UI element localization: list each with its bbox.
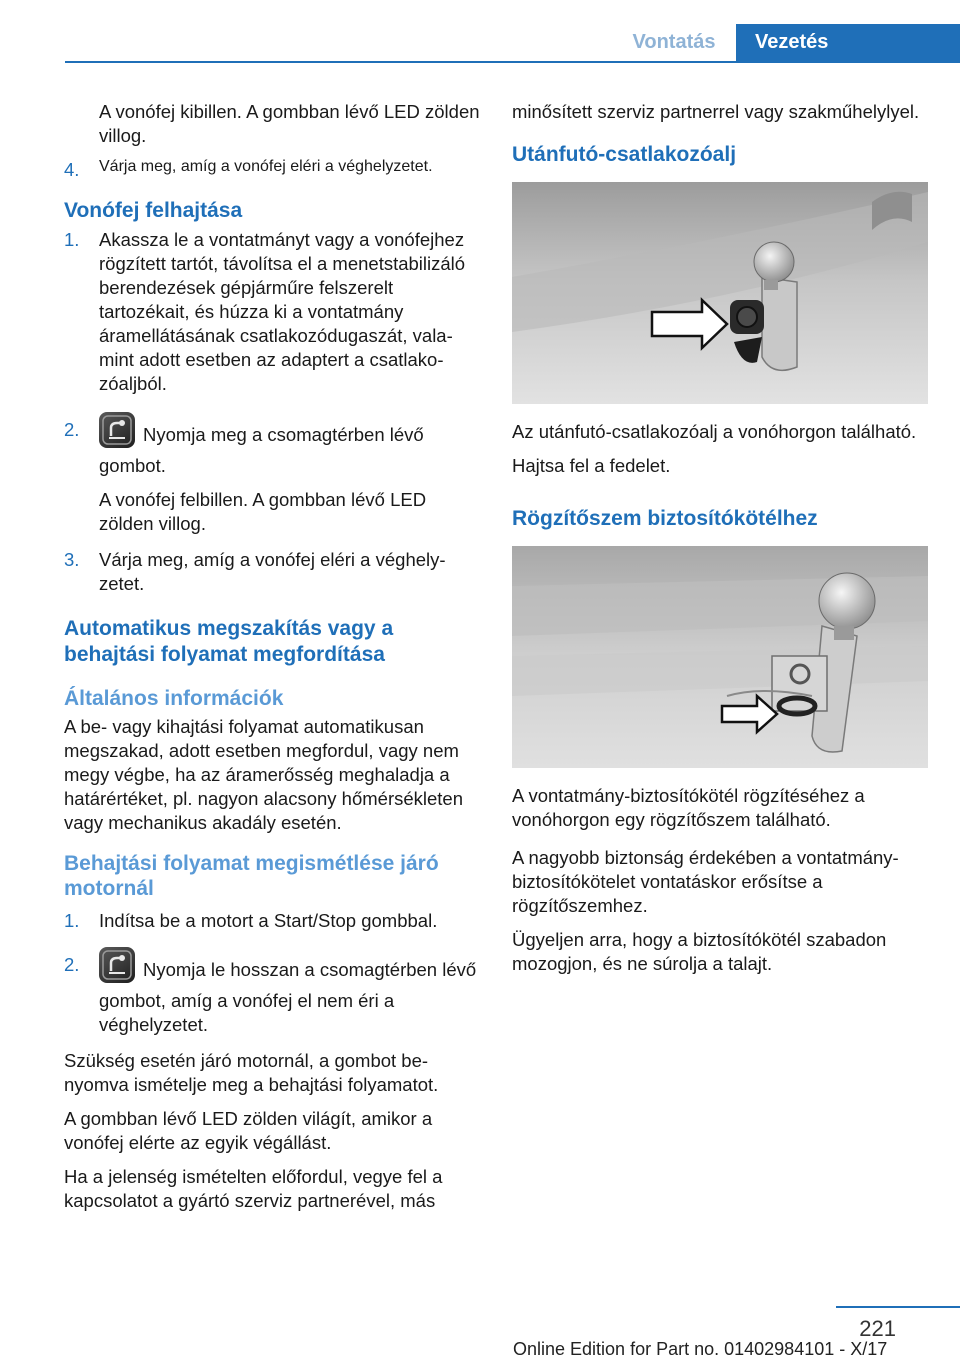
eyelet-text-2: A nagyobb biztonság érdekében a vontatmány-biztosítókötelet vontatáskor erősítse a rögzítőszemhez. bbox=[512, 847, 899, 916]
edition-footer: Online Edition for Part no. 01402984101 - X/17 bbox=[513, 1339, 888, 1359]
heading-fold: Vonófej felhajtása bbox=[64, 199, 243, 222]
repeat-steps bbox=[64, 909, 480, 1037]
intro-step bbox=[64, 158, 480, 180]
page-number: 221 bbox=[859, 1316, 896, 1341]
header-chapter-tab: Vezetés bbox=[736, 24, 960, 63]
continued-text: minősített szerviz partnerrel vagy szakműhelylyel. bbox=[512, 101, 920, 122]
heading-auto: Automatikus megszakítás vagy a behajtási folyamat megfordítása bbox=[64, 617, 394, 666]
socket-text-1: Az utánfutó-csatlakozóalj a vonóhorgon található. bbox=[512, 421, 917, 442]
footer-rule bbox=[836, 1306, 960, 1308]
tow-hitch-button-icon bbox=[99, 412, 135, 448]
step-text: Nyomja meg a csomagtérben lévő gombot. bbox=[99, 423, 424, 476]
list-item bbox=[64, 953, 480, 1037]
step-text: Várja meg, amíg a vonófej eléri a véghelyzetet. bbox=[99, 158, 433, 175]
socket-text-2: Hajtsa fel a fedelet. bbox=[512, 455, 671, 476]
heading-eyelet: Rögzítőszem biztosítókötélhez bbox=[512, 507, 818, 530]
step-number: 1. bbox=[64, 229, 80, 250]
paragraph: Ha a jelenség ismételten előfordul, vegye fel a kapcsolatot a gyártó szerviz partnerével, más bbox=[64, 1166, 443, 1211]
left-column bbox=[64, 100, 480, 1223]
heading-repeat: Behajtási folyamat megismétlése járó motornál bbox=[64, 852, 439, 900]
trailer-socket-illustration bbox=[512, 182, 928, 404]
list-item bbox=[64, 228, 480, 396]
eyelet-text-1: A vontatmány-biztosítókötél rögzítéséhez a vonóhorgon egy rögzítőszem található. bbox=[512, 785, 865, 830]
list-item bbox=[64, 418, 480, 536]
step-text: Várja meg, amíg a vonófej eléri a véghelyzetet. bbox=[99, 549, 446, 594]
step-body bbox=[99, 418, 480, 536]
list-item bbox=[64, 548, 480, 596]
header-rule bbox=[65, 61, 960, 63]
safety-eyelet-illustration bbox=[512, 546, 928, 768]
right-column bbox=[512, 100, 928, 986]
general-text: A be- vagy kihajtási folyamat automatikusan megszakad, adott esetben megfordul, vagy nem megy végbe, ha az áramerősség meghaladja a határértéket, pl. nagyon alacsony hőmérsékleten vagy mechanikus akadály esetén. bbox=[64, 716, 464, 833]
tow-hitch-button-icon bbox=[99, 947, 135, 983]
step-text: Indítsa be a motort a Start/Stop gombbal. bbox=[99, 910, 438, 931]
step-number: 1. bbox=[64, 910, 80, 931]
step-text: Nyomja le hosszan a csomagtérben lévő gombot, amíg a vonófej el nem éri a véghelyzetet. bbox=[99, 958, 477, 1035]
intro-text: A vonófej kibillen. A gombban lévő LED zölden villog. bbox=[99, 101, 480, 146]
list-item bbox=[64, 909, 480, 933]
paragraph: A gombban lévő LED zölden világít, amikor a vonófej elérte az egyik végállást. bbox=[64, 1108, 433, 1153]
step-text: Akassza le a vontatmányt vagy a vonófejhez rögzített tartót, távolítsa el a menetstabilizáló berendezések gépjárműre felszerelt tartozékait, és húzza ki a vontatmány áramellátásának csatlakozódugaszát, valamint adott esetben az adaptert a csatlakozóaljból. bbox=[99, 229, 466, 394]
step-number: 3. bbox=[64, 549, 80, 570]
step-body bbox=[99, 953, 480, 1037]
eyelet-text-3: Ügyeljen arra, hogy a biztosítókötél szabadon mozogjon, és ne súrolja a talajt. bbox=[512, 929, 887, 974]
step-result: A vonófej felbillen. A gombban lévő LED zölden villog. bbox=[99, 489, 427, 534]
heading-socket: Utánfutó-csatlakozóalj bbox=[512, 143, 737, 166]
header-section-tab: Vontatás bbox=[632, 31, 716, 53]
step-number: 2. bbox=[64, 954, 80, 975]
fold-steps bbox=[64, 228, 480, 596]
step-number: 4. bbox=[64, 159, 80, 180]
step-number: 2. bbox=[64, 419, 80, 440]
heading-general: Általános információk bbox=[64, 687, 284, 710]
paragraph: Szükség esetén járó motornál, a gombot benyomva ismételje meg a behajtási folyamatot. bbox=[64, 1050, 439, 1095]
